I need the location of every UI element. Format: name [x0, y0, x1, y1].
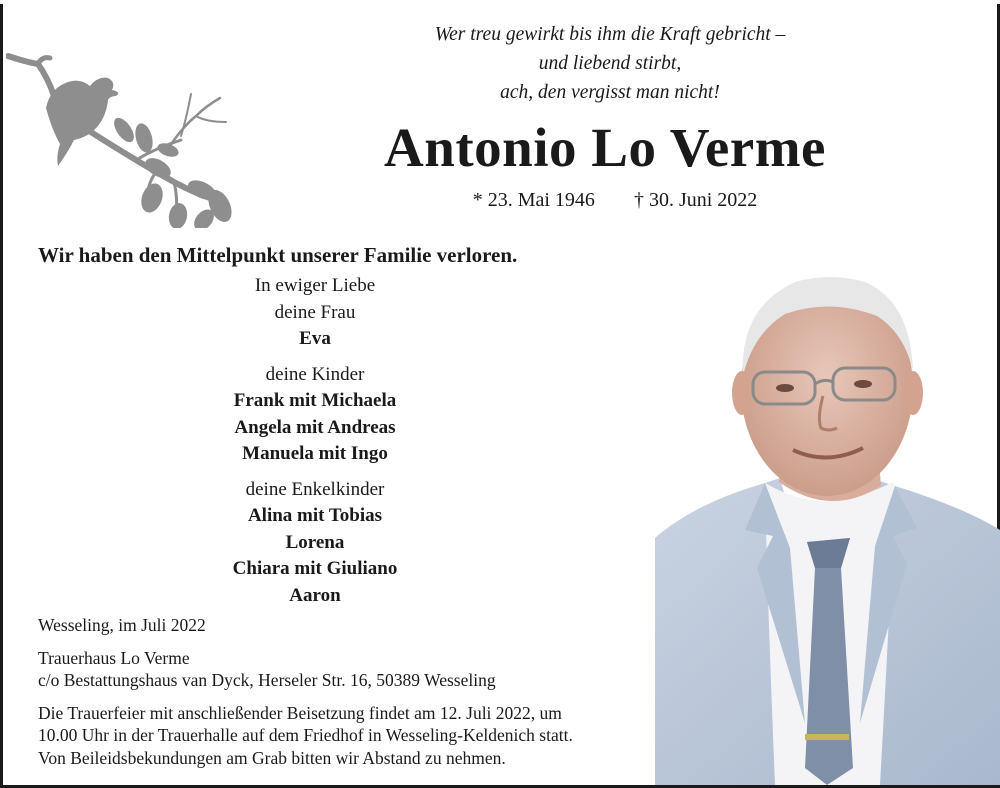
mourning-house: Trauerhaus Lo Verme [38, 647, 190, 668]
child-entry: Angela mit Andreas [234, 416, 396, 438]
deceased-name: Antonio Lo Verme [384, 117, 826, 178]
life-dates [380, 186, 850, 214]
grandchildren-label: deine Enkelkinder [245, 478, 385, 500]
wife-name: Eva [299, 328, 331, 349]
motto-verse [380, 20, 840, 107]
grandchild-entry: Aaron [289, 584, 341, 606]
footer-info [38, 614, 658, 769]
grandchild-entry: Chiara mit Giuliano [232, 558, 398, 579]
grandchild-entry: Lorena [285, 531, 345, 553]
bird-on-branch-icon [6, 48, 241, 228]
notice-line: Von Beileidsbekundungen am Grab bitten wir Abstand zu nehmen. [38, 747, 506, 768]
grandchild-entry: Alina mit Tobias [247, 505, 383, 526]
place-date: Wesseling, im Juli 2022 [38, 615, 206, 635]
mourners-list [195, 273, 435, 609]
notice-line: Die Trauerfeier mit anschließender Beisetzung findet am 12. Juli 2022, um [38, 702, 562, 723]
motto-line: ach, den vergisst man nicht! [500, 82, 720, 103]
intro-line: In ewiger Liebe [254, 275, 376, 296]
headline: Wir haben den Mittelpunkt unserer Familie verloren. [38, 243, 518, 267]
notice-line: 10.00 Uhr in der Trauerhalle auf dem Friedhof in Wesseling-Keldenich statt. [38, 725, 573, 745]
child-entry: Frank mit Michaela [233, 390, 397, 411]
motto-line: Wer treu gewirkt bis ihm die Kraft gebricht – [434, 24, 786, 45]
portrait-photo [655, 268, 1000, 785]
address-line: c/o Bestattungshaus van Dyck, Herseler Str. 16, 50389 Wesseling [38, 670, 496, 690]
birth-date: * 23. Mai 1946 [472, 189, 595, 211]
wife-label: deine Frau [274, 301, 356, 323]
children-label: deine Kinder [265, 363, 365, 385]
death-date: † 30. Juni 2022 [633, 189, 758, 211]
motto-line: und liebend stirbt, [538, 53, 682, 74]
child-entry: Manuela mit Ingo [242, 443, 388, 464]
